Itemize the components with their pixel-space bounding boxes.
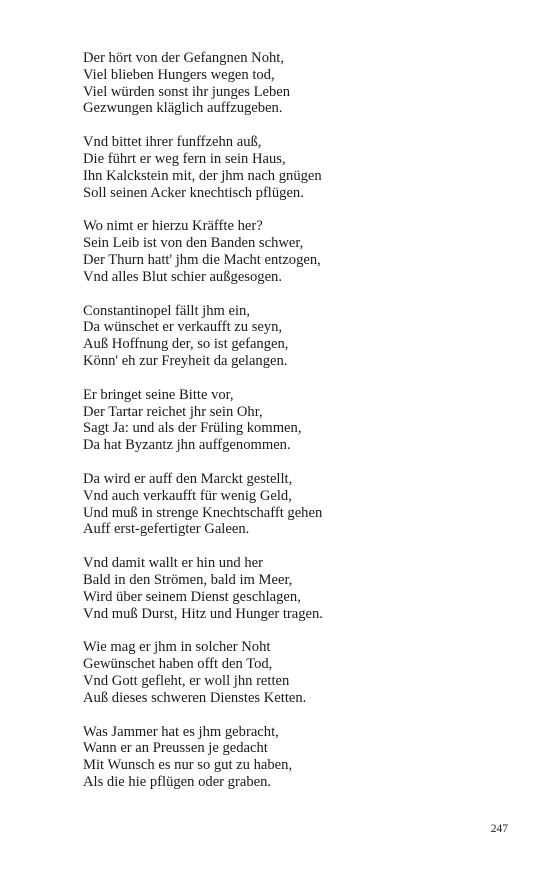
poem-line: Da wird er auff den Marckt gestellt, [83, 470, 293, 487]
stanza-9 [83, 724, 503, 791]
poem-line: Gezwungen kläglich auffzugeben. [83, 100, 283, 117]
poem-line: Sein Leib ist von den Banden schwer, [83, 235, 304, 252]
poem-line: Vnd bittet ihrer funffzehn auß, [83, 134, 262, 151]
poem-line: Viel würden sonst ihr junges Leben [83, 83, 291, 100]
poem-line: Könn' eh zur Freyheit da gelangen. [83, 352, 288, 369]
poem-line: Auß Hoffnung der, so ist gefangen, [83, 336, 289, 353]
stanza-5 [83, 387, 503, 454]
poem [83, 50, 503, 808]
stanza-4 [83, 303, 503, 370]
poem-line: Constantinopel fällt jhm ein, [83, 302, 250, 319]
stanza-3 [83, 218, 503, 285]
poem-line: Gewünschet haben offt den Tod, [83, 656, 273, 673]
poem-line: Auff erst-gefertigter Galeen. [83, 521, 250, 538]
stanza-8 [83, 639, 503, 706]
poem-line: Wann er an Preussen je gedacht [83, 740, 268, 757]
poem-line: Die führt er weg fern in sein Haus, [83, 150, 286, 167]
poem-line: Vnd auch verkaufft für wenig Geld, [83, 487, 292, 504]
poem-line: Da wünschet er verkaufft zu seyn, [83, 319, 283, 336]
poem-line: Soll seinen Acker knechtisch pflügen. [83, 184, 304, 201]
poem-line: Bald in den Strömen, bald im Meer, [83, 571, 293, 588]
poem-line: Als die hie pflügen oder graben. [83, 773, 272, 790]
poem-line: Und muß in strenge Knechtschafft gehen [83, 504, 323, 521]
stanza-7 [83, 555, 503, 622]
poem-line: Vnd alles Blut schier außgesogen. [83, 268, 282, 285]
poem-line: Was Jammer hat es jhm gebracht, [83, 723, 279, 740]
poem-line: Vnd muß Durst, Hitz und Hunger tragen. [83, 605, 323, 622]
page-number: 247 [490, 823, 508, 835]
poem-line: Sagt Ja: und als der Früling kommen, [83, 420, 302, 437]
poem-line: Viel blieben Hungers wegen tod, [83, 66, 275, 83]
poem-line: Vnd damit wallt er hin und her [83, 555, 263, 572]
stanza-6 [83, 471, 503, 538]
poem-line: Da hat Byzantz jhn auffgenommen. [83, 437, 291, 454]
poem-line: Wie mag er jhm in solcher Noht [83, 639, 271, 656]
poem-line: Der hört von der Gefangnen Noht, [83, 50, 285, 66]
poem-line: Ihn Kalckstein mit, der jhm nach gnügen [83, 167, 322, 184]
poem-line: Er bringet seine Bitte vor, [83, 386, 234, 403]
poem-line: Auß dieses schweren Dienstes Ketten. [83, 689, 307, 706]
poem-line: Mit Wunsch es nur so gut zu haben, [83, 757, 293, 774]
poem-line: Wo nimt er hierzu Kräffte her? [83, 218, 263, 235]
poem-line: Der Tartar reichet jhr sein Ohr, [83, 403, 263, 420]
poem-line: Der Thurn hatt' jhm die Macht entzogen, [83, 251, 321, 268]
stanza-2 [83, 134, 503, 201]
poem-line: Wird über seinem Dienst geschlagen, [83, 588, 301, 605]
stanza-1 [83, 50, 503, 117]
poem-line: Vnd Gott gefleht, er woll jhn retten [83, 672, 290, 689]
